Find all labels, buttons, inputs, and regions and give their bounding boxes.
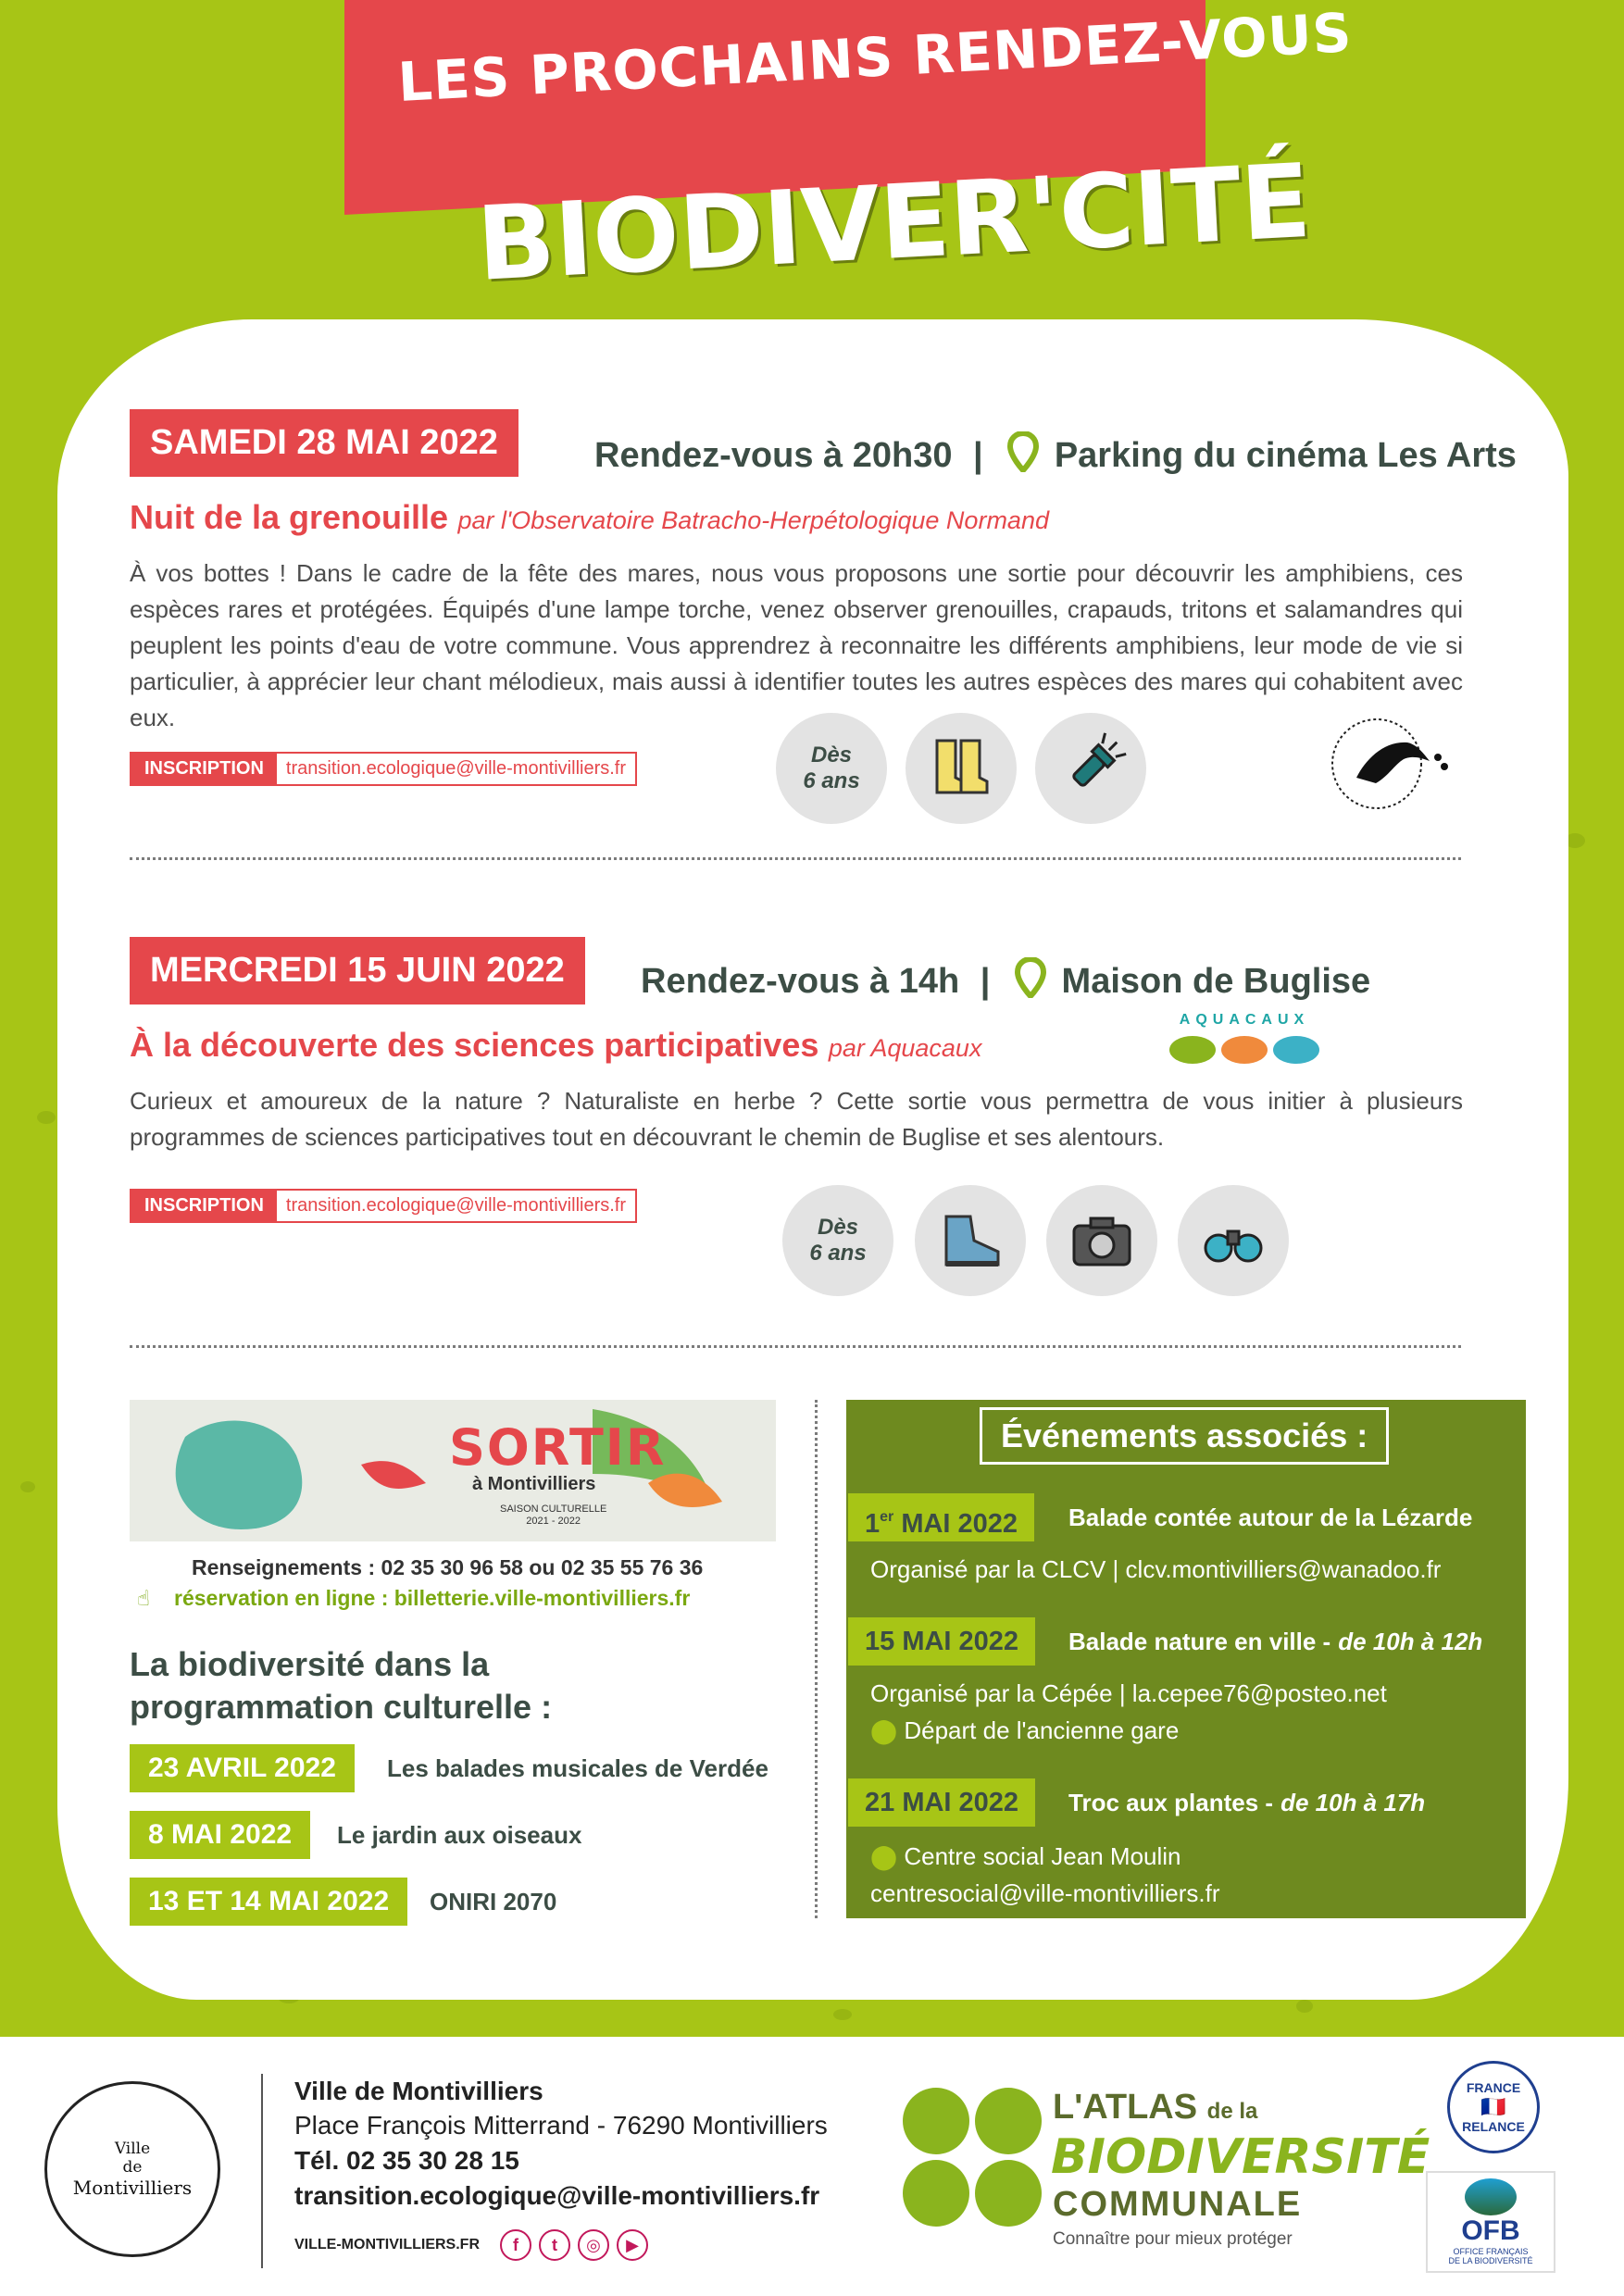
- inscription-label: INSCRIPTION: [131, 1191, 277, 1221]
- event2-title-line: [130, 1026, 981, 1065]
- separator: |: [973, 436, 983, 475]
- logo-line2: de: [122, 2158, 143, 2177]
- sortir-subtitle: à Montivilliers: [472, 1474, 596, 1494]
- assoc-email: centresocial@ville-montivilliers.fr: [870, 1879, 1220, 1907]
- inscription-email-link[interactable]: transition.ecologique@ville-montivilliers.fr: [285, 758, 627, 779]
- event2-organizer: par Aquacaux: [828, 1034, 982, 1062]
- atlas-tagline: Connaître pour mieux protéger: [1053, 2229, 1293, 2249]
- associated-events-title: Événements associés :: [980, 1407, 1389, 1465]
- flashlight-icon: [1035, 713, 1146, 824]
- header-brand: BIODIVER'CITÉ: [474, 141, 1314, 304]
- event1-date-badge: SAMEDI 28 MAI 2022: [130, 409, 518, 477]
- france-relance-line2: RELANCE: [1462, 2119, 1525, 2134]
- hand-click-icon: ☝: [137, 1586, 151, 1610]
- aquacaux-logo-text: AQUACAUX: [1179, 1012, 1310, 1028]
- age-line2: 6 ans: [809, 1241, 867, 1266]
- location-pin-icon: [1007, 431, 1039, 472]
- ofb-logo: [1426, 2171, 1555, 2273]
- logo-line3: Montivilliers: [72, 2177, 193, 2199]
- section-divider: [130, 1345, 1461, 1348]
- header-title: LES PROCHAINS RENDEZ-VOUS: [396, 1, 1354, 114]
- event1-time: Rendez-vous à 20h30: [594, 436, 953, 475]
- programme-date: 23 AVRIL 2022: [130, 1744, 355, 1792]
- location-pin-icon: ⬤: [870, 1716, 898, 1744]
- ofb-sub1: OFFICE FRANÇAIS: [1453, 2247, 1529, 2256]
- ofb-globe-icon: [1465, 2178, 1517, 2215]
- binoculars-icon: [1178, 1185, 1289, 1296]
- assoc-location: ⬤ Centre social Jean Moulin: [870, 1842, 1181, 1870]
- column-divider: [815, 1400, 818, 1918]
- social-links: [294, 2229, 648, 2261]
- booking-link[interactable]: réservation en ligne : billetterie.ville-montivilliers.fr: [174, 1586, 691, 1610]
- age-line1: Dès: [810, 742, 853, 767]
- facebook-icon[interactable]: f: [500, 2229, 531, 2261]
- event1-organizer: par l'Observatoire Batracho-Herpétologique Normand: [457, 506, 1049, 534]
- programme-date: 8 MAI 2022: [130, 1811, 310, 1859]
- sortir-season: [500, 1504, 606, 1528]
- inscription-label: INSCRIPTION: [131, 754, 277, 784]
- boots-icon: [906, 713, 1017, 824]
- age-badge: [776, 713, 887, 824]
- separator: |: [980, 962, 991, 1001]
- france-relance-line1: FRANCE: [1466, 2080, 1521, 2095]
- programme-date: 13 ET 14 MAI 2022: [130, 1878, 407, 1926]
- assoc-date: 21 MAI 2022: [848, 1778, 1035, 1827]
- season-line1: SAISON CULTURELLE: [500, 1504, 607, 1515]
- event2-place: Maison de Buglise: [1061, 962, 1371, 1001]
- france-relance-logo: [1447, 2061, 1540, 2153]
- camera-icon: [1046, 1185, 1157, 1296]
- programme-title: [130, 1643, 552, 1728]
- footer-email[interactable]: transition.ecologique@ville-montivilliers.fr: [294, 2181, 820, 2210]
- event2-time: Rendez-vous à 14h: [641, 962, 960, 1001]
- instagram-icon[interactable]: ◎: [578, 2229, 609, 2261]
- programme-label: Le jardin aux oiseaux: [337, 1821, 582, 1849]
- assoc-location: ⬤ Départ de l'ancienne gare: [870, 1716, 1180, 1744]
- youtube-icon[interactable]: ▶: [617, 2229, 648, 2261]
- aquacaux-logo: [1161, 1012, 1328, 1073]
- inscription-email-link[interactable]: transition.ecologique@ville-montivilliers.fr: [285, 1195, 627, 1216]
- programme-title-line2: programmation culturelle :: [130, 1688, 553, 1726]
- footer-site[interactable]: VILLE-MONTIVILLIERS.FR: [294, 2237, 480, 2252]
- obhen-logo: [1319, 713, 1458, 815]
- assoc-organizer: Organisé par la Cépée | la.cepee76@posteo.net: [870, 1679, 1387, 1707]
- event1-inscription: [130, 752, 637, 786]
- sortir-banner: [130, 1400, 776, 1541]
- programme-label: ONIRI 2070: [430, 1888, 557, 1915]
- assoc-heading: Troc aux plantes - de 10h à 17h: [1068, 1789, 1426, 1816]
- season-line2: 2021 - 2022: [526, 1516, 581, 1527]
- assoc-heading: Balade nature en ville - de 10h à 12h: [1068, 1628, 1483, 1655]
- logo-line1: Ville: [114, 2140, 151, 2158]
- location-pin-icon: ⬤: [870, 1842, 898, 1870]
- assoc-date: 1er MAI 2022: [848, 1493, 1034, 1541]
- assoc-heading: Balade contée autour de la Lézarde: [1068, 1504, 1473, 1531]
- atlas-line3: COMMUNALE: [1053, 2185, 1303, 2224]
- event1-description: À vos bottes ! Dans le cadre de la fête des mares, nous vous proposons une sortie pour découvrir les amphibiens, ces espèces rares et protégées. Équipés d'une lampe torche, venez observer grenouilles, crapauds, tritons et salamandres qui peuplent les points d'eau de votre commune. Vous apprendrez à reconnaitre les différents amphibiens, leur mode de vie si particulier, à apprécier leur chant mélodieux, mais aussi à identifier toutes les autres espèces des mares qui cohabitent avec eux.: [130, 559, 1463, 731]
- assoc-date: 15 MAI 2022: [848, 1617, 1035, 1666]
- age-line2: 6 ans: [803, 768, 860, 793]
- event2-inscription: [130, 1189, 637, 1223]
- atlas-logo-circles: [903, 2088, 1042, 2227]
- atlas-line1: L'ATLAS de la: [1053, 2088, 1258, 2127]
- event1-title-line: [130, 498, 1049, 537]
- section-divider: [130, 857, 1461, 860]
- montivilliers-logo: [44, 2081, 220, 2257]
- sortir-title: SORTIR: [449, 1418, 667, 1477]
- atlas-line2: BIODIVERSITÉ: [1051, 2129, 1430, 2185]
- booking-line[interactable]: [137, 1586, 690, 1611]
- event1-meeting: [594, 431, 1517, 476]
- footer-name: Ville de Montivilliers: [294, 2077, 543, 2105]
- ofb-text: OFB: [1461, 2215, 1520, 2246]
- age-line1: Dès: [817, 1215, 859, 1240]
- ofb-sub2: DE LA BIODIVERSITÉ: [1448, 2256, 1533, 2265]
- footer-phone: Tél. 02 35 30 28 15: [294, 2146, 519, 2175]
- location-pin-icon: [1015, 957, 1046, 998]
- flag-icon: 🇫🇷: [1480, 2095, 1506, 2118]
- event1-title: Nuit de la grenouille: [130, 498, 449, 536]
- hiking-boot-icon: [915, 1185, 1026, 1296]
- event2-description: Curieux et amoureux de la nature ? Naturaliste en herbe ? Cette sortie vous permettra de vous initier à plusieurs programmes de sciences participatives tout en découvrant le chemin de Buglise et ses alentours.: [130, 1087, 1463, 1151]
- info-phone: Renseignements : 02 35 30 96 58 ou 02 35 55 76 36: [192, 1555, 704, 1579]
- programme-label: Les balades musicales de Verdée: [387, 1754, 768, 1782]
- footer-address: Place François Mitterrand - 76290 Montivilliers: [294, 2111, 828, 2140]
- event2-date-badge: MERCREDI 15 JUIN 2022: [130, 937, 585, 1004]
- footer-divider: [261, 2074, 263, 2268]
- event1-place: Parking du cinéma Les Arts: [1054, 436, 1517, 475]
- event2-title: À la découverte des sciences participatives: [130, 1026, 819, 1064]
- programme-title-line1: La biodiversité dans la: [130, 1645, 490, 1683]
- age-badge: [782, 1185, 893, 1296]
- assoc-organizer: Organisé par la CLCV | clcv.montivilliers@wanadoo.fr: [870, 1555, 1442, 1583]
- associated-events-panel: [846, 1400, 1526, 1918]
- twitter-icon[interactable]: t: [539, 2229, 570, 2261]
- event2-meeting: [641, 957, 1370, 1002]
